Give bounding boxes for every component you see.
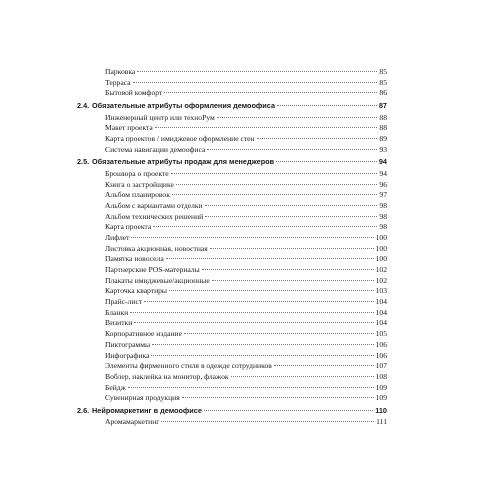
dot-leader <box>134 322 373 323</box>
toc-entry-row <box>77 329 387 340</box>
toc-entry-row <box>77 222 387 233</box>
toc-entry-title: Аромамаркетинг <box>105 417 160 427</box>
toc-page-number: 88 <box>379 112 387 122</box>
dot-leader <box>161 421 374 422</box>
toc-section-row <box>77 100 387 113</box>
dot-leader <box>231 376 374 377</box>
toc-entry-row <box>77 297 387 308</box>
dot-leader <box>210 248 374 249</box>
toc-page-number: 96 <box>379 179 387 189</box>
dot-leader <box>151 355 373 356</box>
toc-entry-title: Плакаты имиджевые/акционные <box>105 275 210 285</box>
toc-entry-row <box>77 308 387 319</box>
dot-leader <box>217 117 378 118</box>
dot-leader <box>274 365 374 366</box>
dot-leader <box>176 184 378 185</box>
dot-leader <box>172 194 377 195</box>
toc-entry-row <box>77 201 387 212</box>
toc-page-number: 85 <box>379 77 387 87</box>
toc-page-number: 110 <box>375 405 387 415</box>
toc-entry-title: Нейромаркетинг в демоофисе <box>92 405 202 415</box>
toc-entry-row <box>77 393 387 404</box>
dot-leader <box>204 410 373 411</box>
toc-entry-title: Инфографика <box>105 350 150 360</box>
toc-section-row <box>77 405 387 418</box>
toc-entry-title: Книга о застройщике <box>105 179 174 189</box>
toc-page-number: 104 <box>375 307 387 317</box>
toc-page-number: 97 <box>379 190 387 200</box>
dot-leader <box>276 161 377 162</box>
toc-entry-row <box>77 123 387 134</box>
toc-entry-title: Обязательные атрибуты продаж для менеджеров <box>92 157 275 167</box>
toc-entry-title: Альбом с вариантами отделки <box>105 200 203 210</box>
dot-leader <box>171 173 378 174</box>
toc-page-number: 93 <box>379 144 387 154</box>
toc-entry-row <box>77 351 387 362</box>
toc-entry-row <box>77 286 387 297</box>
toc-entry-row <box>77 88 387 99</box>
toc-section-number: 2.6. <box>77 405 90 415</box>
toc-entry-row <box>77 145 387 156</box>
toc-page-number: 89 <box>379 133 387 143</box>
toc-entry-row <box>77 417 387 428</box>
toc-entry-title: Альбом технических решений <box>105 211 204 221</box>
toc-page-number: 94 <box>378 157 387 167</box>
toc-page-number: 106 <box>375 339 387 349</box>
toc-entry-title: Корпоративное издание <box>105 329 182 339</box>
toc-page-number: 106 <box>375 350 387 360</box>
toc-entry-title: Сувенирная продукция <box>105 393 180 403</box>
toc-entry-row <box>77 372 387 383</box>
dot-leader <box>152 344 373 345</box>
dot-leader <box>164 92 377 93</box>
dot-leader <box>128 387 374 388</box>
toc-entry-row <box>77 180 387 191</box>
toc-page-number: 103 <box>375 286 387 296</box>
toc-page-number: 87 <box>378 101 387 111</box>
toc-page-number: 100 <box>375 243 387 253</box>
toc-entry-title: Терраса <box>105 77 131 87</box>
dot-leader <box>137 71 377 72</box>
toc-entry-row <box>77 340 387 351</box>
toc-section-number: 2.5. <box>77 157 90 167</box>
toc-entry-row <box>77 190 387 201</box>
toc-entry-title: Альбом планировок <box>105 190 170 200</box>
toc-entry-row <box>77 276 387 287</box>
toc-entry-row <box>77 78 387 89</box>
dot-leader <box>207 149 377 150</box>
toc-page-number: 109 <box>375 393 387 403</box>
toc-entry-title: Карта проекта <box>105 222 152 232</box>
toc-page-number: 109 <box>375 382 387 392</box>
dot-leader <box>131 237 373 238</box>
toc-entry-title: Брошюра о проекте <box>105 168 169 178</box>
toc-page-number: 102 <box>375 275 387 285</box>
dot-leader <box>133 82 378 83</box>
toc-entry-row <box>77 134 387 145</box>
toc-entry-row <box>77 233 387 244</box>
dot-leader <box>153 226 377 227</box>
toc-entry-title: Лифлет <box>105 232 130 242</box>
table-of-contents <box>77 67 387 428</box>
toc-page-number: 100 <box>375 232 387 242</box>
toc-entry-row <box>77 169 387 180</box>
toc-entry-title: Карта проектов / имиджевое оформление стен <box>105 133 255 143</box>
toc-page-number: 86 <box>379 88 387 98</box>
toc-entry-row <box>77 67 387 78</box>
toc-section-row <box>77 156 387 169</box>
dot-leader <box>277 105 377 106</box>
toc-section-number: 2.4. <box>77 101 90 111</box>
toc-entry-title: Элементы фирменного стиля в одежде сотрудников <box>105 361 272 371</box>
toc-entry-title: Листовка акционная, новостная <box>105 243 208 253</box>
toc-entry-title: Бланки <box>105 307 129 317</box>
toc-entry-title: Бейдж <box>105 382 126 392</box>
dot-leader <box>169 290 374 291</box>
dot-leader <box>212 280 374 281</box>
toc-entry-title: Бытовой комфорт <box>105 88 163 98</box>
toc-page-number: 98 <box>379 211 387 221</box>
dot-leader <box>155 127 378 128</box>
toc-page-number: 104 <box>375 297 387 307</box>
toc-page-number: 98 <box>379 200 387 210</box>
dot-leader <box>257 138 378 139</box>
toc-entry-title: Пиктограммы <box>105 339 151 349</box>
dot-leader <box>166 258 374 259</box>
toc-page-number: 105 <box>375 329 387 339</box>
toc-page-number: 111 <box>376 417 387 427</box>
dot-leader <box>184 333 374 334</box>
toc-page-number: 85 <box>379 67 387 76</box>
toc-entry-title: Партнерские POS-материалы <box>105 265 200 274</box>
dot-leader <box>182 397 374 398</box>
toc-entry-row <box>77 383 387 394</box>
dot-leader <box>205 216 377 217</box>
toc-page-number: 107 <box>375 361 387 371</box>
toc-entry-title: Карточка квартиры <box>105 286 168 296</box>
toc-entry-title: Прайс-лист <box>105 297 143 307</box>
toc-entry-title: Парковка <box>105 67 136 76</box>
toc-page-number: 102 <box>375 265 387 274</box>
toc-entry-row <box>77 254 387 265</box>
toc-page-number: 98 <box>379 222 387 232</box>
toc-entry-row <box>77 265 387 276</box>
toc-entry-row <box>77 244 387 255</box>
toc-page-number: 104 <box>375 318 387 328</box>
dot-leader <box>130 312 373 313</box>
toc-entry-title: Макет проекта <box>105 123 153 133</box>
toc-page-number: 88 <box>379 123 387 133</box>
toc-entry-row <box>77 361 387 372</box>
toc-entry-row <box>77 318 387 329</box>
toc-entry-title: Система навигации демоофиса <box>105 144 206 154</box>
toc-entry-row <box>77 212 387 223</box>
toc-entry-title: Воблер, наклейка на монитор, флажок <box>105 371 229 381</box>
toc-entry-title: Инженерный центр или техноРум <box>105 112 215 122</box>
toc-entry-title: Памятка новосела <box>105 254 164 264</box>
toc-entry-title: Визитки <box>105 318 133 328</box>
dot-leader <box>144 301 373 302</box>
toc-page-number: 100 <box>375 254 387 264</box>
dot-leader <box>202 269 374 270</box>
toc-entry-title: Обязательные атрибуты оформления демоофиса <box>92 101 275 111</box>
toc-page-number: 94 <box>379 168 387 178</box>
toc-entry-row <box>77 113 387 124</box>
dot-leader <box>205 205 378 206</box>
toc-page-number: 108 <box>375 371 387 381</box>
